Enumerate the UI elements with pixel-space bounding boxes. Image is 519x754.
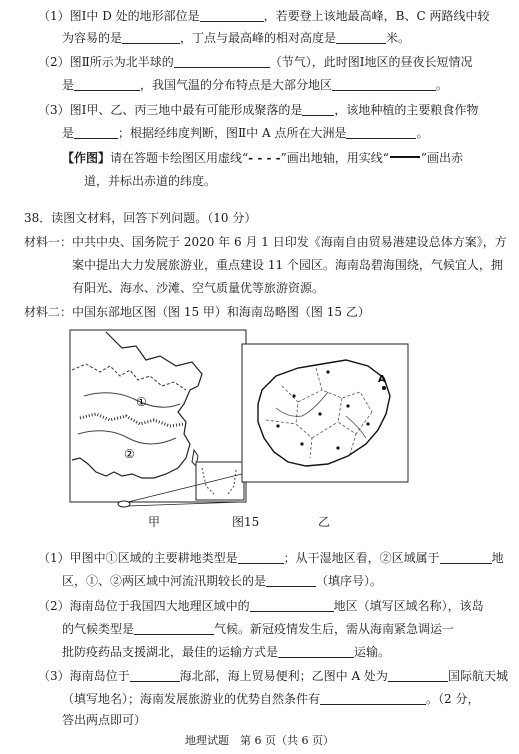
answer-blank[interactable] (278, 643, 354, 658)
page-footer: 地理试题 第 6 页（共 6 页） (185, 734, 334, 747)
q37-draw-line1 (62, 148, 463, 168)
text: （3）海南岛位于 (38, 669, 130, 683)
q37-draw-line2 (84, 171, 216, 191)
q38-part3-line2 (62, 689, 479, 709)
text: 中国东部地区图（图 15 甲）和海南岛略图（图 15 乙） (72, 305, 370, 319)
text: 中共中央、国务院于 2020 年 6 月 1 日印发《海南自由贸易港建设总体方案》，方 (72, 235, 507, 249)
point-a-label: A (378, 374, 386, 385)
material1-line1 (24, 232, 507, 252)
q38-part3-line3 (62, 710, 146, 730)
answer-blank[interactable] (134, 620, 214, 635)
text: 是 (62, 126, 75, 140)
text: 。（2 分， (426, 692, 480, 706)
figure-15 (66, 326, 410, 512)
q38-part1-line1 (38, 548, 504, 568)
answer-blank[interactable] (336, 29, 386, 44)
text: 气候。新冠疫情发生后，需从海南紧急调运一 (214, 622, 455, 636)
q38-part1-line2 (62, 571, 382, 591)
material1-line3 (72, 278, 324, 298)
q37-part1-line2 (62, 28, 410, 48)
answer-blank[interactable] (440, 549, 492, 564)
text: ，我国气温的分布特点是大部分地区 (140, 78, 333, 92)
text: 地区（填写区域名称），该岛 (333, 599, 484, 613)
text: 运输。 (354, 645, 391, 659)
text: （1）图Ⅰ中 D 处的地形部位是 (38, 9, 200, 23)
q37-part2-line2 (62, 75, 448, 95)
solid-line-symbol (390, 156, 420, 158)
answer-blank[interactable] (388, 667, 448, 682)
text: （2）海南岛位于我国四大地理区域中的 (38, 599, 250, 613)
material1-line2 (72, 255, 503, 275)
text: 有阳光、海水、沙滩、空气质量优等旅游资源。 (72, 281, 325, 295)
point-a-marker (382, 386, 386, 390)
text: ”画出地轴，用实线“ (280, 151, 389, 165)
text: （填写地名）；海南发展旅游业的优势自然条件有 (62, 692, 321, 706)
text: 为容易的是 (62, 31, 123, 45)
text: 。 (416, 126, 429, 140)
answer-blank[interactable] (302, 101, 334, 116)
q37-part2-line1 (38, 52, 473, 72)
text: 批防疫药品支援湖北，最佳的运输方式是 (62, 645, 279, 659)
region-2-label: ② (124, 447, 135, 461)
text: ；根据经纬度判断，图Ⅱ中 A 点所在大洲是 (118, 126, 347, 140)
text: （节气），此时图Ⅰ地区的昼夜长短情况 (269, 55, 473, 69)
text: （1）甲图中①区域的主要耕地类型是 (38, 551, 238, 565)
text: 答出两点即可） (62, 713, 147, 727)
text: 案中提出大力发展旅游业，重点建设 11 个园区。海南岛碧海围绕，气候宜人，拥 (72, 258, 503, 272)
text: 地 (491, 551, 504, 565)
answer-blank[interactable] (250, 597, 334, 612)
text: 区，①、②两区域中河流汛期较长的是 (62, 574, 267, 588)
material-label: 材料一： (24, 235, 73, 249)
text: （填序号）。 (316, 574, 383, 588)
draw-tag: 【作图】 (62, 151, 111, 165)
text: ”画出赤 (420, 151, 464, 165)
text: 国际航天城 (447, 669, 508, 683)
caption: 图15 (232, 515, 260, 529)
answer-blank[interactable] (130, 667, 180, 682)
answer-blank[interactable] (122, 29, 180, 44)
text: 。 (436, 78, 449, 92)
south-sea-inset (196, 462, 244, 500)
answer-blank[interactable] (332, 76, 436, 91)
caption: 甲 (148, 515, 161, 529)
answer-blank[interactable] (266, 572, 316, 587)
answer-blank[interactable] (174, 53, 270, 68)
q38-part2-line2 (62, 619, 454, 639)
text: （2）图Ⅱ所示为北半球的 (38, 55, 174, 69)
text: ，丁点与最高峰的相对高度是 (180, 31, 337, 45)
text: ，该地种植的主要粮食作物 (334, 103, 479, 117)
answer-blank[interactable] (346, 124, 416, 139)
q38-part2-line3 (62, 642, 390, 662)
q38-part2-line1 (38, 596, 484, 616)
text: ；从干湿地区看，②区域属于 (283, 551, 440, 565)
text: 请在答题卡绘图区用虚线“ (110, 151, 249, 165)
figure-15-maps (66, 326, 410, 512)
text: 的气候类型是 (62, 622, 135, 636)
text: 米。 (386, 31, 411, 45)
q37-part3-line2 (62, 123, 428, 143)
text: 海北部，海上贸易便利；乙图中 A 处为 (179, 669, 388, 683)
caption: 乙 (318, 515, 331, 529)
answer-blank[interactable] (320, 690, 426, 705)
dashed-line-symbol: - - - - (248, 151, 281, 165)
text: 道，并标出赤道的纬度。 (84, 174, 217, 188)
answer-blank[interactable] (74, 124, 118, 139)
text: ，若要登上该地最高峰，B、C 两路线中较 (263, 9, 490, 23)
question-title: 38．读图文材料，回答下列问题。（10 分） (24, 211, 257, 225)
q38-part3-line1 (38, 666, 508, 686)
caption-fig15 (232, 512, 259, 532)
q37-part3-line1 (38, 100, 478, 120)
answer-blank[interactable] (238, 549, 284, 564)
text: 是 (62, 78, 75, 92)
q37-part1-line1 (38, 6, 489, 26)
answer-blank[interactable] (200, 7, 264, 22)
caption-yi (318, 512, 330, 532)
material-label: 材料二： (24, 305, 73, 319)
text: （3）图Ⅰ甲、乙、丙三地中最有可能形成聚落的是 (38, 103, 303, 117)
caption-jia (148, 512, 160, 532)
material2-line (24, 302, 370, 322)
zoom-line (128, 502, 242, 506)
answer-blank[interactable] (74, 76, 140, 91)
q38-title (24, 208, 256, 228)
region-1-label: ① (136, 395, 147, 409)
